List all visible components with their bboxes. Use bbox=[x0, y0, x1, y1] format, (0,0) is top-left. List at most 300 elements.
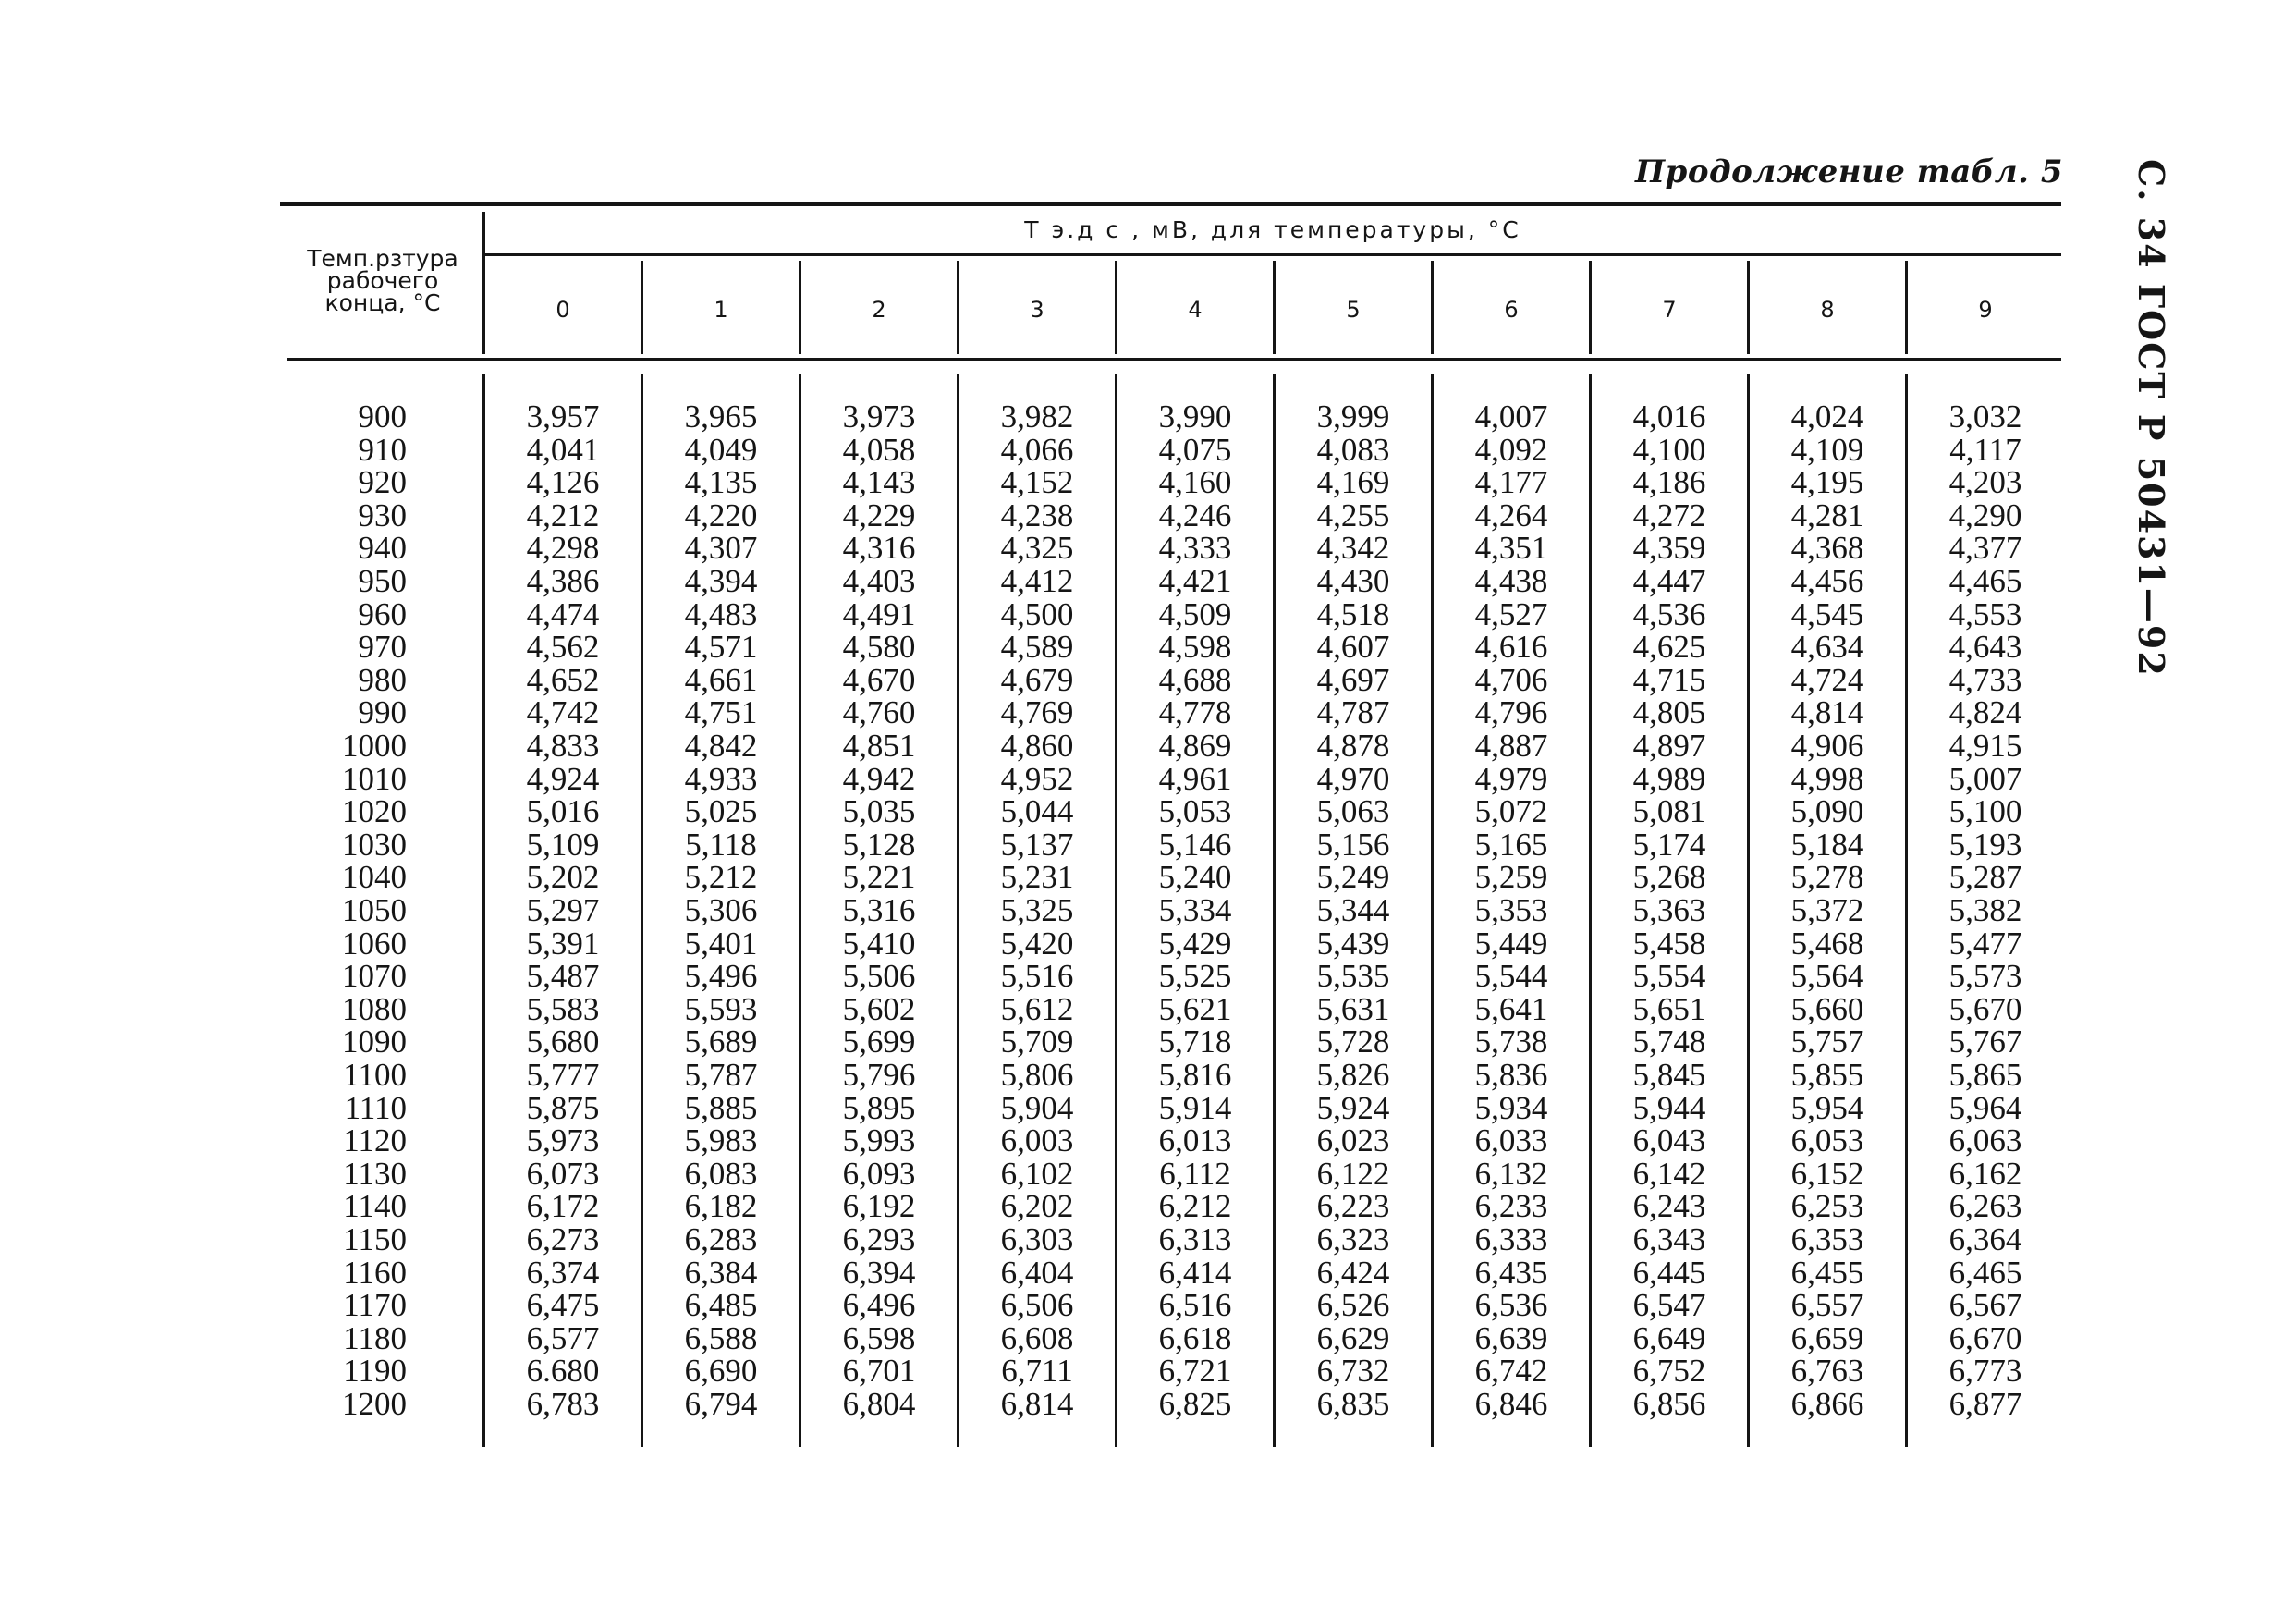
emf-value-cell: 3,957 bbox=[526, 398, 600, 435]
table-row bbox=[0, 1289, 2296, 1322]
emf-value-cell: 5,316 bbox=[842, 892, 916, 928]
emf-value-cell: 5,826 bbox=[1316, 1057, 1390, 1093]
emf-value-cell: 4,751 bbox=[684, 694, 758, 731]
emf-value-cell: 6,804 bbox=[842, 1386, 916, 1422]
emf-value-cell: 5,944 bbox=[1632, 1089, 1706, 1126]
emf-value-cell: 4,220 bbox=[684, 496, 758, 533]
emf-value-cell: 5,344 bbox=[1316, 892, 1390, 928]
column-divider-header bbox=[1747, 261, 1750, 354]
emf-value-cell: 4,075 bbox=[1158, 431, 1232, 468]
emf-value-cell: 4,394 bbox=[684, 563, 758, 599]
emf-value-cell: 4,100 bbox=[1632, 431, 1706, 468]
emf-value-cell: 5,035 bbox=[842, 793, 916, 830]
emf-value-cell: 5,081 bbox=[1632, 793, 1706, 830]
emf-value-cell: 4,733 bbox=[1948, 661, 2022, 698]
emf-value-cell: 5,728 bbox=[1316, 1024, 1390, 1060]
temperature-cell: 950 bbox=[358, 563, 407, 599]
emf-value-cell: 6,506 bbox=[1000, 1287, 1074, 1324]
emf-value-cell: 4,186 bbox=[1632, 464, 1706, 501]
emf-value-cell: 4,607 bbox=[1316, 629, 1390, 666]
emf-value-cell: 4,924 bbox=[526, 760, 600, 797]
emf-value-cell: 6.680 bbox=[526, 1353, 600, 1390]
emf-value-cell: 6,353 bbox=[1790, 1221, 1864, 1257]
emf-value-cell: 6,825 bbox=[1158, 1386, 1232, 1422]
emf-value-cell: 5,641 bbox=[1474, 990, 1548, 1027]
emf-value-cell: 4,143 bbox=[842, 464, 916, 501]
emf-value-cell: 5,137 bbox=[1000, 826, 1074, 863]
emf-value-cell: 4,814 bbox=[1790, 694, 1864, 731]
emf-value-cell: 5,118 bbox=[685, 826, 757, 863]
emf-value-cell: 4,333 bbox=[1158, 530, 1232, 567]
emf-value-cell: 6,093 bbox=[842, 1155, 916, 1192]
emf-value-cell: 4,386 bbox=[526, 563, 600, 599]
emf-value-cell: 6,223 bbox=[1316, 1188, 1390, 1225]
emf-value-cell: 4,438 bbox=[1474, 563, 1548, 599]
emf-value-cell: 4,679 bbox=[1000, 661, 1074, 698]
emf-value-cell: 5,954 bbox=[1790, 1089, 1864, 1126]
emf-value-cell: 5,544 bbox=[1474, 958, 1548, 995]
emf-value-cell: 5,278 bbox=[1790, 859, 1864, 896]
emf-value-cell: 5,231 bbox=[1000, 859, 1074, 896]
corner-header-line: конца, °С bbox=[324, 289, 441, 316]
emf-value-cell: 4,126 bbox=[526, 464, 600, 501]
temperature-cell: 1080 bbox=[342, 990, 407, 1027]
emf-value-cell: 5,934 bbox=[1474, 1089, 1548, 1126]
emf-value-cell: 5,287 bbox=[1948, 859, 2022, 896]
emf-value-cell: 3,032 bbox=[1948, 398, 2022, 435]
temperature-cell: 1050 bbox=[342, 892, 407, 928]
emf-value-cell: 5,593 bbox=[684, 990, 758, 1027]
emf-value-cell: 5,885 bbox=[684, 1089, 758, 1126]
emf-value-cell: 6,152 bbox=[1790, 1155, 1864, 1192]
emf-value-cell: 5,156 bbox=[1316, 826, 1390, 863]
emf-value-cell: 4,238 bbox=[1000, 496, 1074, 533]
emf-value-cell: 4,842 bbox=[684, 728, 758, 764]
emf-value-cell: 4,952 bbox=[1000, 760, 1074, 797]
temperature-cell: 900 bbox=[358, 398, 407, 435]
emf-value-cell: 6,496 bbox=[842, 1287, 916, 1324]
emf-value-cell: 4,724 bbox=[1790, 661, 1864, 698]
emf-value-cell: 6,122 bbox=[1316, 1155, 1390, 1192]
column-header-9: 9 bbox=[1978, 297, 1993, 323]
table-row bbox=[0, 400, 2296, 434]
table-row bbox=[0, 431, 2296, 468]
emf-value-cell: 4,290 bbox=[1948, 496, 2022, 533]
emf-value-cell: 4,351 bbox=[1474, 530, 1548, 567]
temperature-cell: 940 bbox=[358, 530, 407, 567]
emf-value-cell: 5,680 bbox=[526, 1024, 600, 1060]
emf-value-cell: 3,990 bbox=[1158, 398, 1232, 435]
emf-value-cell: 4,915 bbox=[1948, 728, 2022, 764]
emf-value-cell: 6,273 bbox=[526, 1221, 600, 1257]
column-header-0: 0 bbox=[556, 297, 570, 323]
emf-value-cell: 5,787 bbox=[684, 1057, 758, 1093]
emf-value-cell: 5,631 bbox=[1316, 990, 1390, 1027]
emf-value-cell: 5,564 bbox=[1790, 958, 1864, 995]
emf-value-cell: 4,897 bbox=[1632, 728, 1706, 764]
header-bottom-rule bbox=[287, 358, 2061, 361]
emf-value-cell: 6,374 bbox=[526, 1254, 600, 1291]
table-row bbox=[0, 1089, 2296, 1126]
emf-value-cell: 5,496 bbox=[684, 958, 758, 995]
emf-value-cell: 6,243 bbox=[1632, 1188, 1706, 1225]
emf-value-cell: 4,906 bbox=[1790, 728, 1864, 764]
emf-value-cell: 4,066 bbox=[1000, 431, 1074, 468]
emf-value-cell: 5,573 bbox=[1948, 958, 2022, 995]
emf-value-cell: 4,833 bbox=[526, 728, 600, 764]
emf-value-cell: 6,132 bbox=[1474, 1155, 1548, 1192]
emf-value-cell: 5,053 bbox=[1158, 793, 1232, 830]
emf-value-cell: 4,824 bbox=[1948, 694, 2022, 731]
emf-value-cell: 4,715 bbox=[1632, 661, 1706, 698]
emf-value-cell: 4,562 bbox=[526, 629, 600, 666]
temperature-cell: 990 bbox=[358, 694, 407, 731]
temperature-cell: 1090 bbox=[342, 1024, 407, 1060]
emf-value-cell: 4,447 bbox=[1632, 563, 1706, 599]
column-divider-header bbox=[1589, 261, 1592, 354]
emf-value-cell: 6,033 bbox=[1474, 1122, 1548, 1159]
emf-value-cell: 4,643 bbox=[1948, 629, 2022, 666]
emf-value-cell: 6,384 bbox=[684, 1254, 758, 1291]
emf-value-cell: 6,485 bbox=[684, 1287, 758, 1324]
emf-value-cell: 4,998 bbox=[1790, 760, 1864, 797]
emf-value-cell: 5,777 bbox=[526, 1057, 600, 1093]
table-row bbox=[0, 760, 2296, 797]
emf-value-cell: 6,742 bbox=[1474, 1353, 1548, 1390]
emf-value-cell: 6,846 bbox=[1474, 1386, 1548, 1422]
emf-value-cell: 4,634 bbox=[1790, 629, 1864, 666]
table-row bbox=[0, 1223, 2296, 1256]
emf-value-cell: 6,202 bbox=[1000, 1188, 1074, 1225]
emf-value-cell: 5,363 bbox=[1632, 892, 1706, 928]
emf-value-cell: 4,264 bbox=[1474, 496, 1548, 533]
table-row bbox=[0, 565, 2296, 598]
temperature-cell: 1030 bbox=[342, 826, 407, 863]
emf-value-cell: 6,536 bbox=[1474, 1287, 1548, 1324]
emf-value-cell: 4,805 bbox=[1632, 694, 1706, 731]
emf-value-cell: 5,602 bbox=[842, 990, 916, 1027]
table-row bbox=[0, 1025, 2296, 1059]
emf-value-cell: 6,182 bbox=[684, 1188, 758, 1225]
emf-value-cell: 5,660 bbox=[1790, 990, 1864, 1027]
emf-value-cell: 4,169 bbox=[1316, 464, 1390, 501]
emf-value-cell: 5,109 bbox=[526, 826, 600, 863]
temperature-cell: 1100 bbox=[343, 1057, 407, 1093]
emf-value-cell: 4,518 bbox=[1316, 595, 1390, 632]
temperature-cell: 920 bbox=[358, 464, 407, 501]
emf-value-cell: 6,323 bbox=[1316, 1221, 1390, 1257]
table-row bbox=[0, 894, 2296, 927]
emf-value-cell: 5,651 bbox=[1632, 990, 1706, 1027]
emf-value-cell: 4,465 bbox=[1948, 563, 2022, 599]
emf-value-cell: 4,152 bbox=[1000, 464, 1074, 501]
emf-value-cell: 5,016 bbox=[526, 793, 600, 830]
emf-value-cell: 5,090 bbox=[1790, 793, 1864, 830]
emf-value-cell: 4,177 bbox=[1474, 464, 1548, 501]
emf-value-cell: 6,732 bbox=[1316, 1353, 1390, 1390]
temperature-cell: 1130 bbox=[343, 1155, 407, 1192]
emf-value-cell: 4,571 bbox=[684, 629, 758, 666]
emf-value-cell: 5,670 bbox=[1948, 990, 2022, 1027]
column-header-1: 1 bbox=[714, 297, 728, 323]
column-header-3: 3 bbox=[1030, 297, 1044, 323]
emf-value-cell: 4,368 bbox=[1790, 530, 1864, 567]
emf-value-cell: 4,796 bbox=[1474, 694, 1548, 731]
temperature-cell: 910 bbox=[358, 431, 407, 468]
temperature-cell: 1070 bbox=[342, 958, 407, 995]
column-divider-header bbox=[957, 261, 959, 354]
emf-value-cell: 5,767 bbox=[1948, 1024, 2022, 1060]
emf-value-cell: 5,306 bbox=[684, 892, 758, 928]
temperature-cell: 1110 bbox=[344, 1089, 407, 1126]
emf-value-cell: 6,083 bbox=[684, 1155, 758, 1192]
temperature-cell: 1040 bbox=[342, 859, 407, 896]
emf-value-cell: 5,420 bbox=[1000, 925, 1074, 962]
emf-value-cell: 6,003 bbox=[1000, 1122, 1074, 1159]
emf-value-cell: 5,429 bbox=[1158, 925, 1232, 962]
emf-value-cell: 6,690 bbox=[684, 1353, 758, 1390]
emf-value-cell: 5,128 bbox=[842, 826, 916, 863]
emf-value-cell: 6,283 bbox=[684, 1221, 758, 1257]
emf-value-cell: 5,875 bbox=[526, 1089, 600, 1126]
temperature-cell: 1010 bbox=[342, 760, 407, 797]
emf-value-cell: 6,814 bbox=[1000, 1386, 1074, 1422]
emf-value-cell: 5,816 bbox=[1158, 1057, 1232, 1093]
emf-value-cell: 4,661 bbox=[684, 661, 758, 698]
emf-value-cell: 5,025 bbox=[684, 793, 758, 830]
emf-value-cell: 6,577 bbox=[526, 1319, 600, 1356]
emf-value-cell: 4,688 bbox=[1158, 661, 1232, 698]
emf-value-cell: 5,612 bbox=[1000, 990, 1074, 1027]
emf-value-cell: 5,249 bbox=[1316, 859, 1390, 896]
temperature-cell: 1020 bbox=[342, 793, 407, 830]
emf-value-cell: 6,404 bbox=[1000, 1254, 1074, 1291]
emf-value-cell: 6,649 bbox=[1632, 1319, 1706, 1356]
emf-value-cell: 4,589 bbox=[1000, 629, 1074, 666]
emf-value-cell: 6,023 bbox=[1316, 1122, 1390, 1159]
emf-value-cell: 4,778 bbox=[1158, 694, 1232, 731]
emf-value-cell: 5,904 bbox=[1000, 1089, 1074, 1126]
emf-value-cell: 5,391 bbox=[526, 925, 600, 962]
emf-value-cell: 6,763 bbox=[1790, 1353, 1864, 1390]
column-divider-header bbox=[1431, 261, 1434, 354]
emf-value-cell: 5,621 bbox=[1158, 990, 1232, 1027]
temperature-cell: 1000 bbox=[342, 728, 407, 764]
table-row bbox=[0, 1354, 2296, 1388]
column-header-4: 4 bbox=[1188, 297, 1203, 323]
emf-value-cell: 4,203 bbox=[1948, 464, 2022, 501]
column-header-8: 8 bbox=[1820, 297, 1835, 323]
table-row bbox=[0, 729, 2296, 763]
emf-value-cell: 6,639 bbox=[1474, 1319, 1548, 1356]
emf-value-cell: 6,711 bbox=[1001, 1353, 1073, 1390]
emf-value-cell: 6,043 bbox=[1632, 1122, 1706, 1159]
emf-value-cell: 4,456 bbox=[1790, 563, 1864, 599]
emf-value-cell: 3,965 bbox=[684, 398, 758, 435]
emf-value-cell: 5,007 bbox=[1948, 760, 2022, 797]
emf-value-cell: 5,924 bbox=[1316, 1089, 1390, 1126]
emf-value-cell: 6,659 bbox=[1790, 1319, 1864, 1356]
emf-value-cell: 4,942 bbox=[842, 760, 916, 797]
emf-value-cell: 5,689 bbox=[684, 1024, 758, 1060]
emf-value-cell: 5,506 bbox=[842, 958, 916, 995]
emf-value-cell: 6,102 bbox=[1000, 1155, 1074, 1192]
emf-value-cell: 6,598 bbox=[842, 1319, 916, 1356]
emf-value-cell: 5,914 bbox=[1158, 1089, 1232, 1126]
group-header: Т э.д с , мВ, для температуры, °С bbox=[1024, 216, 1521, 243]
emf-value-cell: 4,092 bbox=[1474, 431, 1548, 468]
emf-value-cell: 6,794 bbox=[684, 1386, 758, 1422]
emf-value-cell: 6,701 bbox=[842, 1353, 916, 1390]
emf-value-cell: 5,865 bbox=[1948, 1057, 2022, 1093]
emf-value-cell: 6,835 bbox=[1316, 1386, 1390, 1422]
emf-value-cell: 4,742 bbox=[526, 694, 600, 731]
emf-value-cell: 4,272 bbox=[1632, 496, 1706, 533]
emf-value-cell: 6,773 bbox=[1948, 1353, 2022, 1390]
emf-value-cell: 6,313 bbox=[1158, 1221, 1232, 1257]
column-header-5: 5 bbox=[1346, 297, 1361, 323]
emf-value-cell: 4,536 bbox=[1632, 595, 1706, 632]
temperature-cell: 1140 bbox=[343, 1188, 407, 1225]
column-divider-header bbox=[1115, 261, 1117, 354]
emf-value-cell: 6,721 bbox=[1158, 1353, 1232, 1390]
emf-value-cell: 6,394 bbox=[842, 1254, 916, 1291]
emf-value-cell: 5,535 bbox=[1316, 958, 1390, 995]
table-row bbox=[0, 861, 2296, 894]
emf-value-cell: 5,184 bbox=[1790, 826, 1864, 863]
emf-value-cell: 4,195 bbox=[1790, 464, 1864, 501]
emf-value-cell: 5,221 bbox=[842, 859, 916, 896]
emf-value-cell: 4,281 bbox=[1790, 496, 1864, 533]
emf-value-cell: 6,303 bbox=[1000, 1221, 1074, 1257]
emf-value-cell: 6,670 bbox=[1948, 1319, 2022, 1356]
emf-value-cell: 4,851 bbox=[842, 728, 916, 764]
emf-value-cell: 4,483 bbox=[684, 595, 758, 632]
emf-value-cell: 4,769 bbox=[1000, 694, 1074, 731]
emf-value-cell: 5,382 bbox=[1948, 892, 2022, 928]
emf-value-cell: 6,212 bbox=[1158, 1188, 1232, 1225]
emf-value-cell: 4,083 bbox=[1316, 431, 1390, 468]
emf-value-cell: 5,165 bbox=[1474, 826, 1548, 863]
emf-value-cell: 4,545 bbox=[1790, 595, 1864, 632]
emf-value-cell: 5,855 bbox=[1790, 1057, 1864, 1093]
temperature-cell: 1200 bbox=[342, 1386, 407, 1422]
table-row bbox=[0, 960, 2296, 993]
emf-value-cell: 4,246 bbox=[1158, 496, 1232, 533]
emf-value-cell: 5,458 bbox=[1632, 925, 1706, 962]
emf-value-cell: 4,421 bbox=[1158, 563, 1232, 599]
emf-value-cell: 4,298 bbox=[526, 530, 600, 567]
emf-value-cell: 5,146 bbox=[1158, 826, 1232, 863]
table-row bbox=[0, 496, 2296, 533]
temperature-cell: 980 bbox=[358, 661, 407, 698]
column-divider-header bbox=[641, 261, 643, 354]
emf-value-cell: 4,970 bbox=[1316, 760, 1390, 797]
table-row bbox=[0, 795, 2296, 828]
emf-value-cell: 5,554 bbox=[1632, 958, 1706, 995]
emf-value-cell: 4,325 bbox=[1000, 530, 1074, 567]
emf-value-cell: 6,333 bbox=[1474, 1221, 1548, 1257]
emf-value-cell: 5,297 bbox=[526, 892, 600, 928]
emf-value-cell: 5,983 bbox=[684, 1122, 758, 1159]
emf-value-cell: 4,359 bbox=[1632, 530, 1706, 567]
emf-value-cell: 5,044 bbox=[1000, 793, 1074, 830]
emf-value-cell: 4,212 bbox=[526, 496, 600, 533]
emf-value-cell: 6,629 bbox=[1316, 1319, 1390, 1356]
emf-value-cell: 5,836 bbox=[1474, 1057, 1548, 1093]
table-row bbox=[0, 1319, 2296, 1356]
emf-value-cell: 6,162 bbox=[1948, 1155, 2022, 1192]
emf-value-cell: 6,618 bbox=[1158, 1319, 1232, 1356]
emf-value-cell: 5,410 bbox=[842, 925, 916, 962]
temperature-cell: 1180 bbox=[343, 1319, 407, 1356]
emf-value-cell: 4,933 bbox=[684, 760, 758, 797]
emf-value-cell: 5,699 bbox=[842, 1024, 916, 1060]
emf-value-cell: 4,625 bbox=[1632, 629, 1706, 666]
continuation-title: Продолжение табл. 5 bbox=[1634, 153, 2063, 190]
emf-value-cell: 4,878 bbox=[1316, 728, 1390, 764]
emf-value-cell: 6,414 bbox=[1158, 1254, 1232, 1291]
emf-value-cell: 5,193 bbox=[1948, 826, 2022, 863]
emf-value-cell: 4,016 bbox=[1632, 398, 1706, 435]
emf-value-cell: 5,439 bbox=[1316, 925, 1390, 962]
emf-value-cell: 4,307 bbox=[684, 530, 758, 567]
emf-value-cell: 4,697 bbox=[1316, 661, 1390, 698]
emf-value-cell: 4,961 bbox=[1158, 760, 1232, 797]
emf-value-cell: 5,993 bbox=[842, 1122, 916, 1159]
temperature-cell: 1190 bbox=[343, 1353, 407, 1390]
emf-value-cell: 5,202 bbox=[526, 859, 600, 896]
emf-value-cell: 4,403 bbox=[842, 563, 916, 599]
column-divider-header bbox=[799, 261, 801, 354]
emf-value-cell: 6,516 bbox=[1158, 1287, 1232, 1324]
emf-value-cell: 5,334 bbox=[1158, 892, 1232, 928]
emf-value-cell: 6,465 bbox=[1948, 1254, 2022, 1291]
table-row bbox=[0, 1155, 2296, 1192]
column-header-2: 2 bbox=[872, 297, 886, 323]
emf-value-cell: 5,468 bbox=[1790, 925, 1864, 962]
emf-value-cell: 5,477 bbox=[1948, 925, 2022, 962]
emf-value-cell: 5,525 bbox=[1158, 958, 1232, 995]
emf-value-cell: 6,172 bbox=[526, 1188, 600, 1225]
emf-value-cell: 4,706 bbox=[1474, 661, 1548, 698]
emf-value-cell: 5,353 bbox=[1474, 892, 1548, 928]
emf-value-cell: 4,342 bbox=[1316, 530, 1390, 567]
emf-value-cell: 5,072 bbox=[1474, 793, 1548, 830]
corner-header-line: Темп.рзтура bbox=[307, 245, 458, 272]
emf-value-cell: 5,748 bbox=[1632, 1024, 1706, 1060]
emf-value-cell: 4,316 bbox=[842, 530, 916, 567]
emf-value-cell: 4,041 bbox=[526, 431, 600, 468]
emf-value-cell: 6,435 bbox=[1474, 1254, 1548, 1291]
column-header-7: 7 bbox=[1662, 297, 1677, 323]
emf-value-cell: 6,567 bbox=[1948, 1287, 2022, 1324]
emf-value-cell: 5,174 bbox=[1632, 826, 1706, 863]
emf-value-cell: 4,869 bbox=[1158, 728, 1232, 764]
column-divider-header bbox=[1905, 261, 1908, 354]
emf-value-cell: 4,787 bbox=[1316, 694, 1390, 731]
emf-value-cell: 6,866 bbox=[1790, 1386, 1864, 1422]
emf-value-cell: 4,860 bbox=[1000, 728, 1074, 764]
emf-value-cell: 4,377 bbox=[1948, 530, 2022, 567]
emf-value-cell: 4,412 bbox=[1000, 563, 1074, 599]
emf-value-cell: 4,979 bbox=[1474, 760, 1548, 797]
side-page-header: С. 34 ГОСТ Р 50431—92 bbox=[2131, 159, 2172, 678]
emf-value-cell: 5,806 bbox=[1000, 1057, 1074, 1093]
emf-value-cell: 4,580 bbox=[842, 629, 916, 666]
emf-value-cell: 6,142 bbox=[1632, 1155, 1706, 1192]
corner-header-line: рабочего bbox=[326, 267, 439, 294]
